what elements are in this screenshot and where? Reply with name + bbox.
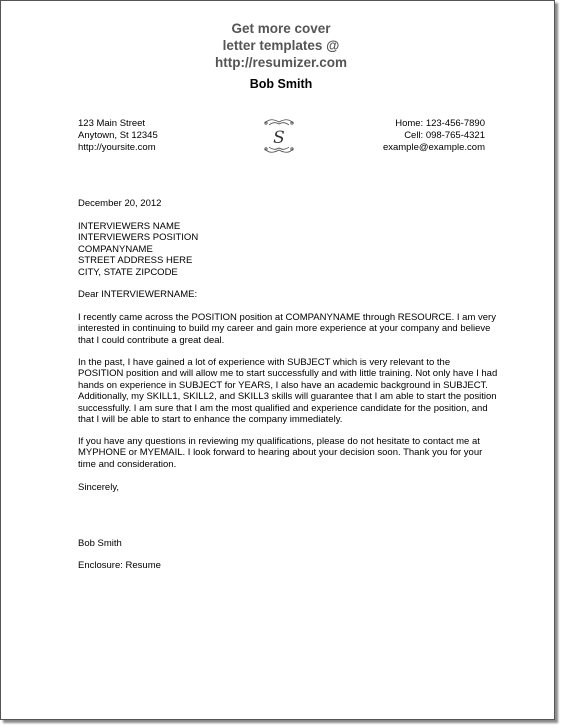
sender-address <box>78 118 158 154</box>
recipient-position: INTERVIEWERS POSITION <box>78 232 199 244</box>
recipient-name: INTERVIEWERS NAME <box>78 221 181 232</box>
monogram-letter: S <box>273 128 285 148</box>
sender-cell-phone: Cell: 098-765-4321 <box>404 130 485 141</box>
signature-name: Bob Smith <box>78 538 122 549</box>
sender-street: 123 Main Street <box>78 118 146 129</box>
recipient-company: COMPANYNAME <box>78 243 153 255</box>
promo-line-1: Get more cover <box>231 21 331 36</box>
recipient-city: CITY, STATE ZIPCODE <box>78 266 178 278</box>
sender-home-phone: Home: 123-456-7890 <box>395 118 485 129</box>
salutation: Dear INTERVIEWERNAME: <box>78 289 198 300</box>
recipient-street: STREET ADDRESS HERE <box>78 255 193 267</box>
sender-website: http://yoursite.com <box>78 142 156 153</box>
paragraph-experience <box>78 357 498 425</box>
sender-email: example@example.com <box>382 142 485 153</box>
paragraph-2: In the past, I have gained a lot of experience with SUBJECT which is very relevant to the POSITION position and will allow me to start successfully and with little training. Not only have I had hands on experience in SUBJECT for YEARS, I also have an academic background in SUBJECT. Additionally, my SKILL1, SKILL2, and SKILL3 skills will guarantee that I am able to start the position successfully. I am sure that I am the most qualified and experience candidate for the position, and that I will be able to start to enhance the company immediately. <box>78 357 498 426</box>
enclosure: Enclosure: Resume <box>78 560 161 571</box>
sender-name: Bob Smith <box>249 77 313 91</box>
letter-date: December 20, 2012 <box>78 198 162 209</box>
paragraph-closing <box>78 436 498 470</box>
promo-line-2: letter templates @ <box>222 38 340 53</box>
paragraph-intro <box>78 312 498 346</box>
promo-link[interactable]: http://resumizer.com <box>214 55 348 70</box>
sender-contact <box>383 118 485 154</box>
monogram-logo <box>262 116 296 156</box>
paragraph-1: I recently came across the POSITION position at COMPANYNAME through RESOURCE. I am very interested in continuing to build my career and gain more experience at your company and believe that I could contribute a great deal. <box>78 312 496 346</box>
sender-city: Anytown, St 12345 <box>78 130 158 141</box>
paragraph-3: If you have any questions in reviewing my qualifications, please do not hesitate to contact me at MYPHONE or MYEMAIL. I look forward to hearing about your decision soon. Thank you for your time and consideration. <box>78 436 483 470</box>
promo-banner <box>0 20 562 71</box>
closing: Sincerely, <box>78 482 120 493</box>
recipient-block <box>78 221 498 278</box>
